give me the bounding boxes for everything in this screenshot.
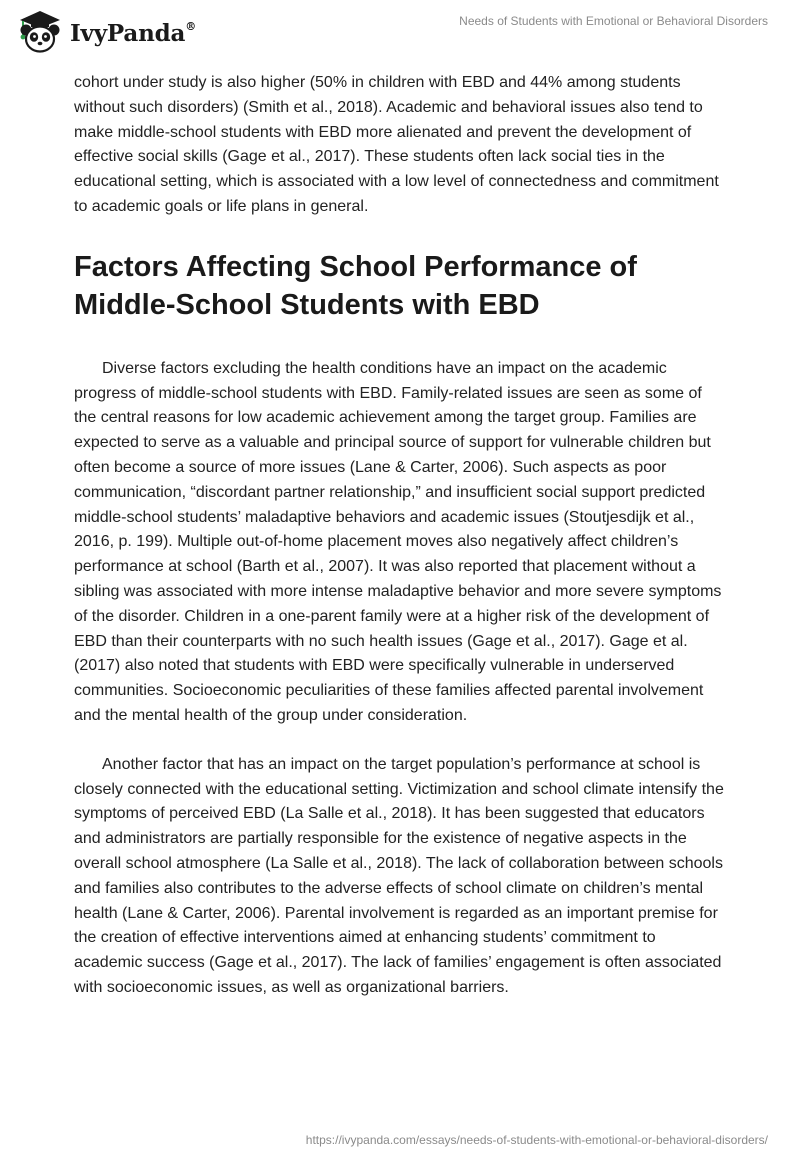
section-heading: Factors Affecting School Performance of Middle-School Students with EBD [74, 250, 637, 321]
document-title: Needs of Students with Emotional or Behavioral Disorders [459, 14, 768, 28]
body-paragraph-2: Another factor that has an impact on the target population’s performance at school is closely connected with the educational setting. Victimization and school climate intensify the symptoms of perceived EBD (La Salle et al., 2018). It has been suggested that educators and administrators are partially responsible for the existence of negative aspects in the overall school atmosphere (La Salle et al., 2018). The lack of collaboration between schools and families also contributes to the adverse effects of school climate on children’s mental health (Lane & Carter, 2006). Parental involvement is regarded as an important premise for the creation of effective interventions aimed at enhancing students’ commitment to academic success (Gage et al., 2017). The lack of families’ engagement is often associated with socioeconomic issues, as well as organizational barriers. [74, 755, 724, 996]
brand-logo[interactable] [14, 8, 196, 54]
panda-logo-icon [14, 8, 66, 54]
intro-paragraph: cohort under study is also higher (50% in children with EBD and 44% among students without such disorders) (Smith et al., 2018). Academic and behavioral issues also tend to make middle-school students with EBD more alienated and prevent the development of effective social skills (Gage et al., 2017). These students often lack social ties in the educational setting, which is associated with a low level of connectedness and commitment to academic goals or life plans in general. [74, 74, 719, 215]
paragraph-spacer [74, 729, 726, 753]
source-url-link[interactable]: https://ivypanda.com/essays/needs-of-students-with-emotional-or-behavioral-disorders/ [305, 1133, 768, 1147]
body-paragraph-1: Diverse factors excluding the health conditions have an impact on the academic progress of middle-school students with EBD. Family-related issues are seen as some of the central reasons for low academic achievement among the target group. Families are expected to serve as a valuable and principal source of support for vulnerable children but often become a source of more issues (Lane & Carter, 2006). Such aspects as poor communication, “discordant partner relationship,” and insufficient social support predicted middle-school students’ maladaptive behaviors and academic issues (Stoutjesdijk et al., 2016, p. 199). Multiple out-of-home placement moves also negatively affect children’s performance at school (Barth et al., 2007). It was also reported that placement without a sibling was associated with more intense maladaptive behavior and more severe symptoms of the disorder. Children in a one-parent family were at a higher risk of the development of EBD than their counterparts with no such health issues (Gage et al., 2017). Gage et al. (2017) also noted that students with EBD were specifically vulnerable in underserved communities. Socioeconomic peculiarities of these families affected parental involvement and the mental health of the group under consideration. [74, 359, 722, 724]
brand-name: IvyPanda® [70, 19, 196, 47]
essay-body [74, 71, 726, 1001]
